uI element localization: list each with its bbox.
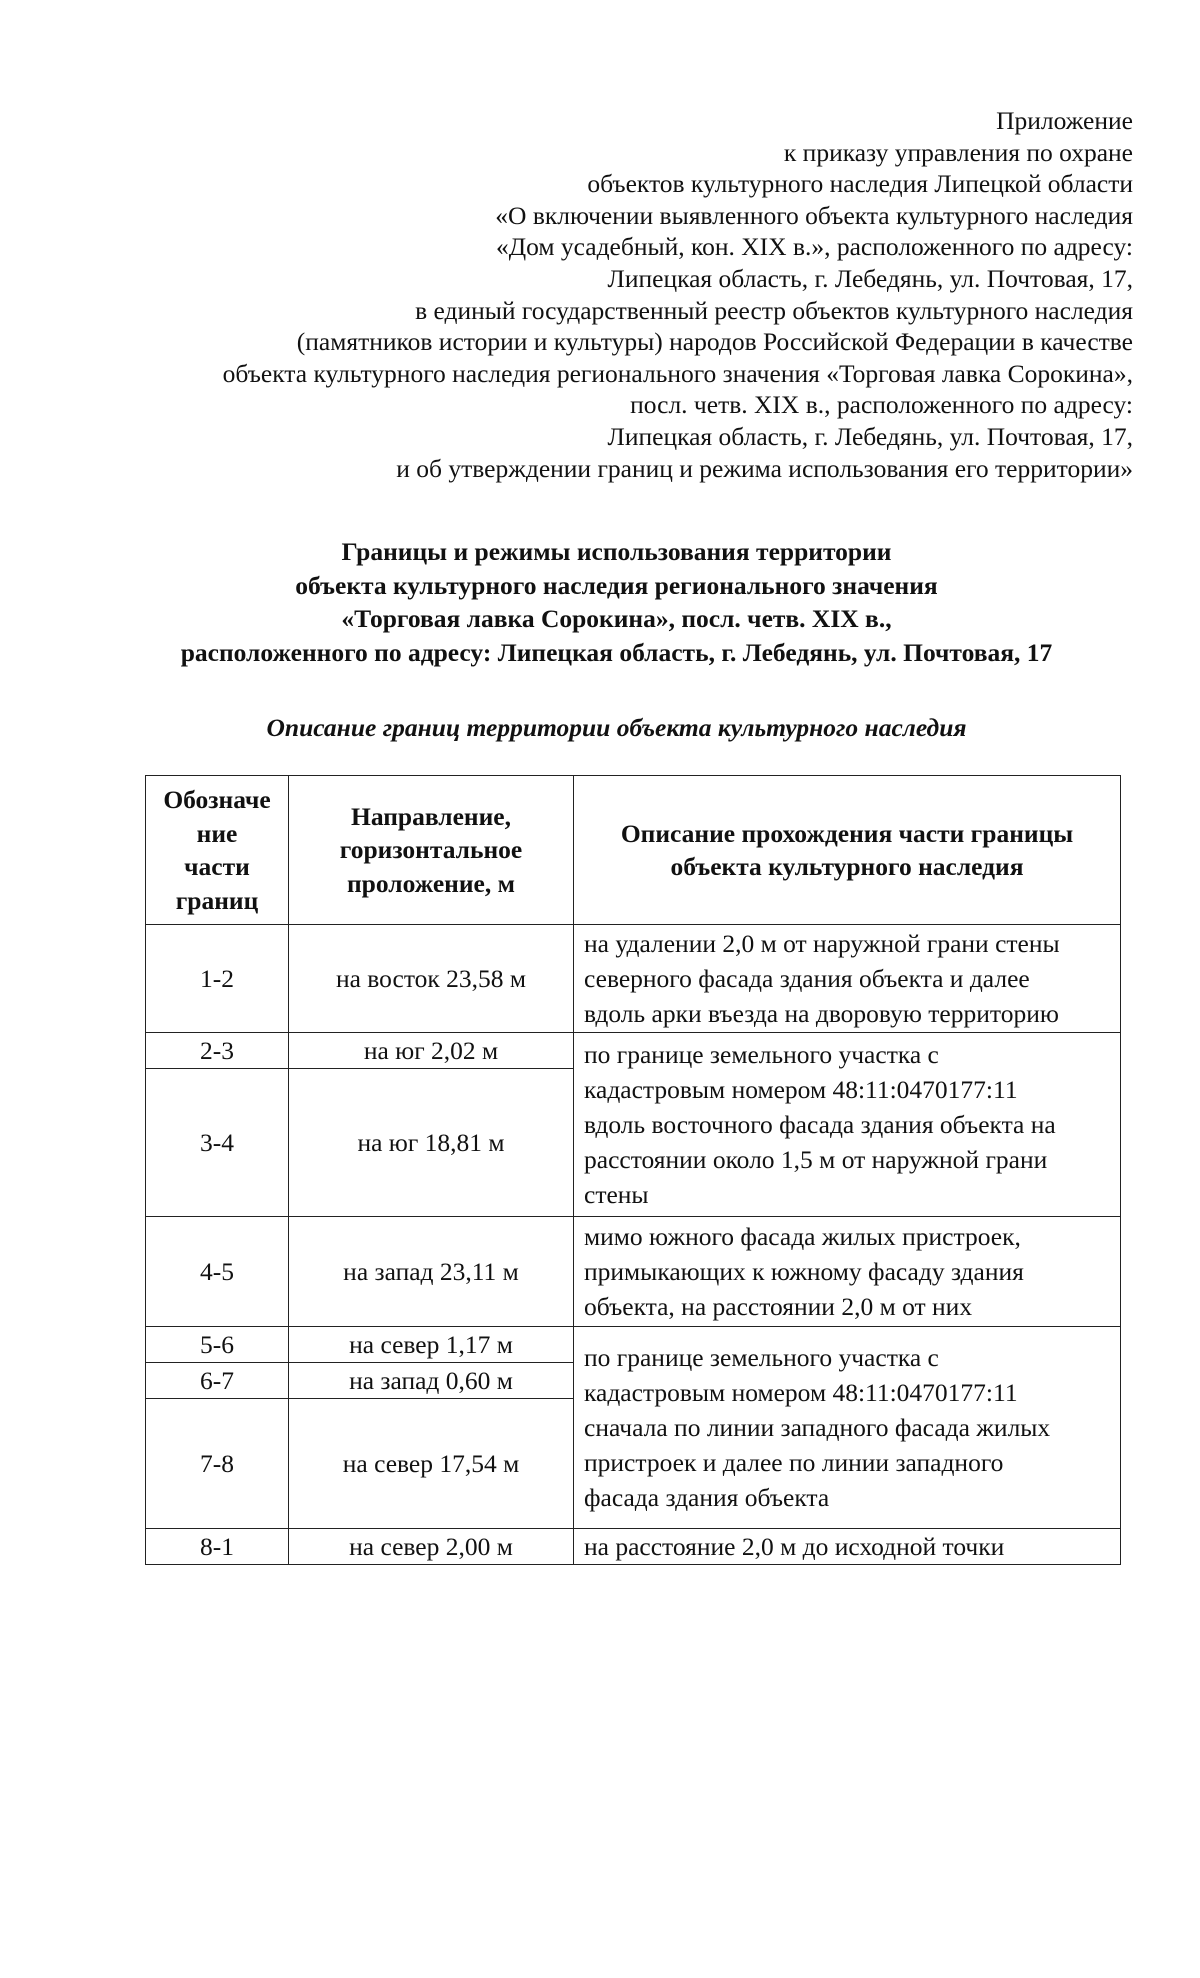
header-line: (памятников истории и культуры) народов Российской Федерации в качестве xyxy=(296,327,1133,357)
description-line: расстоянии около 1,5 м от наружной грани xyxy=(584,1145,1048,1174)
table-subtitle: Описание границ территории объекта культурного наследия xyxy=(266,713,967,742)
description-line: северного фасада здания объекта и далее xyxy=(584,964,1030,993)
description-line: по границе земельного участка с xyxy=(584,1040,939,1069)
appendix-header xyxy=(100,105,1133,484)
header-designation-line: Обозначе xyxy=(163,785,271,814)
cell-direction: на север 1,17 м xyxy=(289,1327,574,1363)
cell-part: 7-8 xyxy=(146,1399,289,1529)
header-line: Липецкая область, г. Лебедянь, ул. Почтовая, 17, xyxy=(607,421,1133,451)
table-row xyxy=(146,925,1121,1033)
cell-part: 2-3 xyxy=(146,1033,289,1069)
cell-description xyxy=(574,925,1121,1033)
description-line: примыкающих к южному фасаду здания xyxy=(584,1257,1024,1286)
cell-part: 4-5 xyxy=(146,1217,289,1327)
description-line: объекта, на расстоянии 2,0 м от них xyxy=(584,1292,973,1321)
cell-description xyxy=(574,1217,1121,1327)
header-direction xyxy=(289,776,574,925)
cell-description: на расстояние 2,0 м до исходной точки xyxy=(574,1529,1121,1565)
title-line: Границы и режимы использования территории xyxy=(341,537,892,566)
header-direction-line: горизонтальное xyxy=(339,835,523,865)
description-line: кадастровым номером 48:11:0470177:11 xyxy=(584,1378,1018,1407)
cell-direction: на юг 18,81 м xyxy=(289,1069,574,1217)
cell-direction: на север 2,00 м xyxy=(289,1529,574,1565)
description-line: сначала по линии западного фасада жилых xyxy=(584,1413,1051,1442)
cell-part: 3-4 xyxy=(146,1069,289,1217)
header-description-line: объекта культурного наследия xyxy=(670,852,1024,881)
header-line: Липецкая область, г. Лебедянь, ул. Почтовая, 17, xyxy=(607,263,1133,293)
header-line: объекта культурного наследия регионального значения «Торговая лавка Сорокина», xyxy=(222,358,1133,388)
cell-part: 5-6 xyxy=(146,1327,289,1363)
cell-direction: на север 17,54 м xyxy=(289,1399,574,1529)
description-line: на удалении 2,0 м от наружной грани стены xyxy=(584,929,1060,958)
header-line: Приложение xyxy=(996,106,1133,135)
description-line: стены xyxy=(584,1180,649,1209)
cell-part: 1-2 xyxy=(146,925,289,1033)
table-header-row xyxy=(146,776,1121,925)
header-line: и об утверждении границ и режима использования его территории» xyxy=(396,453,1133,483)
description-line: по границе земельного участка с xyxy=(584,1343,939,1372)
header-line: посл. четв. XIX в., расположенного по адресу: xyxy=(630,390,1133,420)
header-designation xyxy=(146,776,289,925)
cell-description xyxy=(574,1327,1121,1529)
header-line: «Дом усадебный, кон. XIX в.», расположенного по адресу: xyxy=(495,232,1133,262)
description-line: пристроек и далее по линии западного xyxy=(584,1448,1004,1477)
header-designation-line: ние xyxy=(196,818,238,848)
header-direction-line: проложение, м xyxy=(346,868,515,898)
table-row xyxy=(146,1327,1121,1363)
title-line: объекта культурного наследия регионального значения xyxy=(295,570,938,600)
cell-direction: на юг 2,02 м xyxy=(289,1033,574,1069)
cell-direction: на восток 23,58 м xyxy=(289,925,574,1033)
description-line: мимо южного фасада жилых пристроек, xyxy=(584,1222,1021,1251)
description-line: фасада здания объекта xyxy=(584,1483,830,1512)
document-title xyxy=(100,535,1133,669)
description-line: вдоль восточного фасада здания объекта на xyxy=(584,1110,1056,1139)
cell-part: 8-1 xyxy=(146,1529,289,1565)
header-description xyxy=(574,776,1121,925)
description-line: кадастровым номером 48:11:0470177:11 xyxy=(584,1075,1018,1104)
header-description-line: Описание прохождения части границы xyxy=(620,818,1074,848)
table-row xyxy=(146,1529,1121,1565)
header-line: объектов культурного наследия Липецкой области xyxy=(587,169,1133,199)
header-direction-line: Направление, xyxy=(350,801,511,831)
header-line: в единый государственный реестр объектов культурного наследия xyxy=(415,295,1133,325)
header-line: к приказу управления по охране xyxy=(783,137,1133,167)
title-line: «Торговая лавка Сорокина», посл. четв. XIX в., xyxy=(341,604,892,633)
table-row xyxy=(146,1033,1121,1069)
cell-direction: на запад 0,60 м xyxy=(289,1363,574,1399)
cell-direction: на запад 23,11 м xyxy=(289,1217,574,1327)
table-row xyxy=(146,1217,1121,1327)
cell-part: 6-7 xyxy=(146,1363,289,1399)
cell-description xyxy=(574,1033,1121,1217)
header-line: «О включении выявленного объекта культурного наследия xyxy=(495,200,1133,230)
boundary-table xyxy=(145,775,1121,1565)
description-line: вдоль арки въезда на дворовую территорию xyxy=(584,999,1059,1028)
header-designation-line: части xyxy=(184,852,250,881)
title-line: расположенного по адресу: Липецкая область, г. Лебедянь, ул. Почтовая, 17 xyxy=(180,637,1053,667)
header-designation-line: границ xyxy=(175,885,259,915)
